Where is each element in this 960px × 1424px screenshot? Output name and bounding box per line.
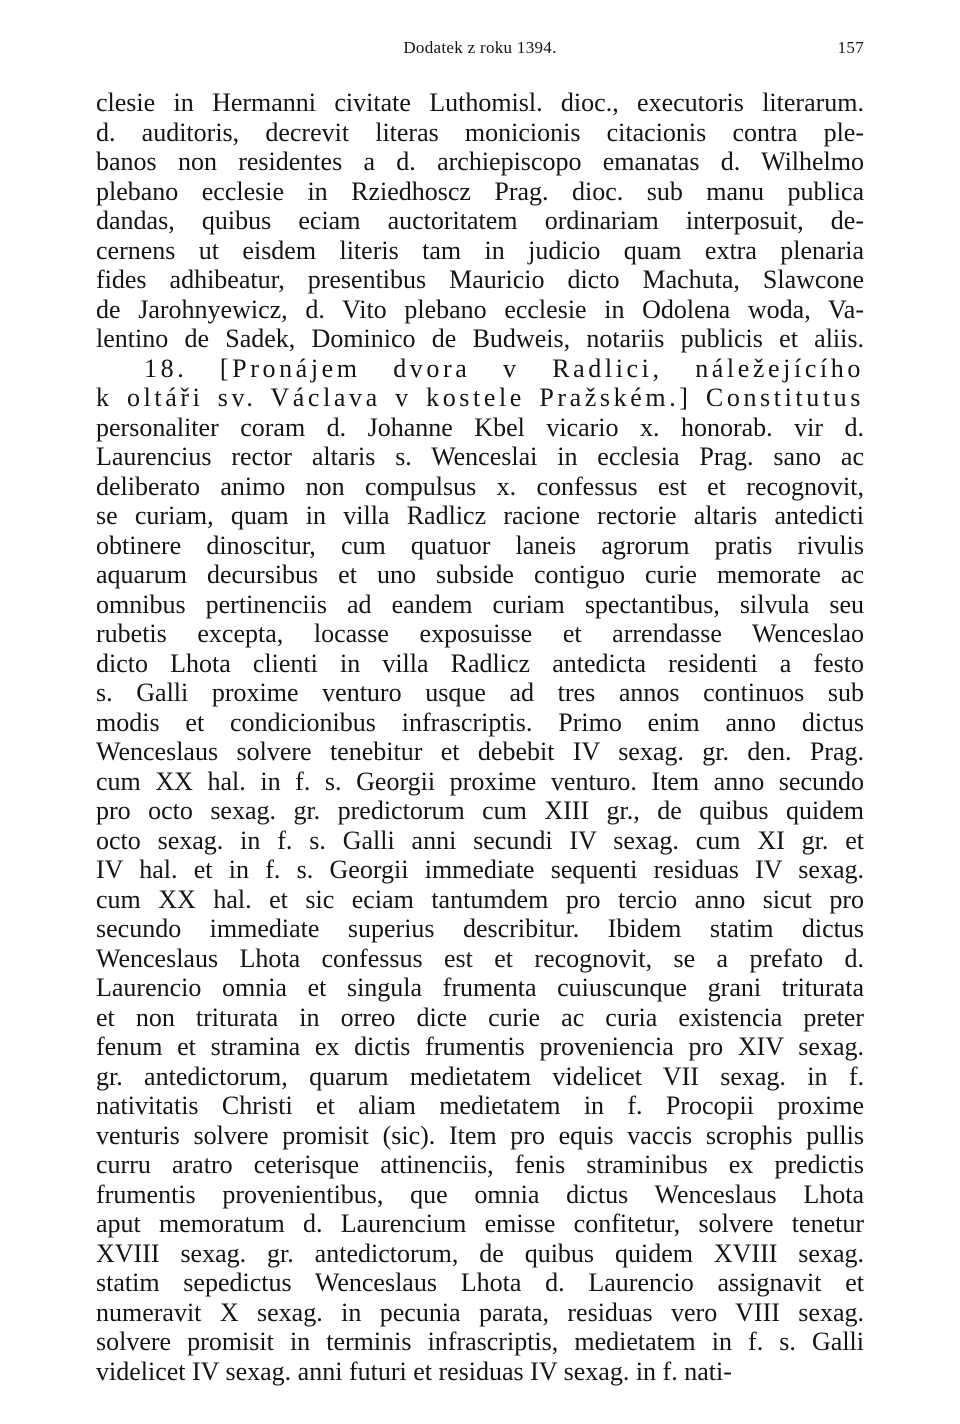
text-line: Laurencius rector altaris s. Wenceslai in ecclesia Prag. sano ac: [96, 442, 864, 471]
text-line: clesie in Hermanni civitate Luthomisl. dioc., executoris literarum.: [96, 88, 864, 117]
text-line: modis et condicionibus infrascriptis. Primo enim anno dictus: [96, 707, 864, 737]
text-line: rubetis excepta, locasse exposuisse et arrendasse Wenceslao: [96, 619, 864, 648]
text-line: gr. antedictorum, quarum medietatem videlicet VII sexag. in f.: [96, 1061, 864, 1091]
text-line: et non triturata in orreo dicte curie ac curia existencia preter: [96, 1002, 864, 1032]
text-line: se curiam, quam in villa Radlicz racione rectorie altaris antedicti: [96, 501, 864, 530]
text-line: s. Galli proxime venturo usque ad tres annos continuos sub: [96, 678, 864, 707]
text-line: plebano ecclesie in Rziedhoscz Prag. dioc. sub manu publica: [96, 176, 864, 206]
text-line: k oltáři sv. Václava v kostele Pražském.] Constitutus: [96, 383, 864, 412]
text-line: banos non residentes a d. archiepiscopo emanatas d. Wilhelmo: [96, 147, 864, 176]
text-line: cernens ut eisdem literis tam in judicio quam extra plenaria: [96, 235, 864, 265]
text-line: cum XX hal. in f. s. Georgii proxime venturo. Item anno secundo: [96, 766, 864, 796]
text-line: d. auditoris, decrevit literas monicionis citacionis contra ple-: [96, 117, 864, 147]
text-line: videlicet IV sexag. anni futuri et residuas IV sexag. in f. nati-: [96, 1356, 732, 1386]
text-line: frumentis provenientibus, que omnia dictus Wenceslaus Lhota: [96, 1179, 864, 1209]
text-line: deliberato animo non compulsus x. confessus est et recognovit,: [96, 471, 864, 501]
text-line: Wenceslaus solvere tenebitur et debebit IV sexag. gr. den. Prag.: [96, 737, 864, 766]
page-header: [96, 38, 864, 64]
page-number: 157: [837, 38, 864, 57]
text-line: de Jarohnyewicz, d. Vito plebano ecclesie in Odolena woda, Va-: [96, 294, 864, 324]
text-line: nativitatis Christi et aliam medietatem in f. Procopii proxime: [96, 1091, 864, 1120]
text-line: dicto Lhota clienti in villa Radlicz antedicta residenti a festo: [96, 648, 864, 678]
text-line: venturis solvere promisit (sic). Item pro equis vaccis scrophis pullis: [96, 1120, 864, 1150]
text-line: secundo immediate superius describitur. Ibidem statim dictus: [96, 914, 864, 943]
text-line: fenum et stramina ex dictis frumentis proveniencia pro XIV sexag.: [96, 1032, 864, 1061]
text-line: statim sepedictus Wenceslaus Lhota d. Laurencio assignavit et: [96, 1268, 864, 1297]
text-line: XVIII sexag. gr. antedictorum, de quibus quidem XVIII sexag.: [96, 1238, 864, 1268]
text-line: IV hal. et in f. s. Georgii immediate sequenti residuas IV sexag.: [96, 855, 864, 884]
text-line: aput memoratum d. Laurencium emisse confitetur, solvere tenetur: [96, 1209, 864, 1238]
text-line: personaliter coram d. Johanne Kbel vicario x. honorab. vir d.: [96, 412, 864, 442]
text-line: lentino de Sadek, Dominico de Budweis, notariis publicis et aliis.: [96, 324, 864, 353]
body-text: [96, 88, 864, 1386]
text-line: omnibus pertinenciis ad eandem curiam spectantibus, silvula seu: [96, 589, 864, 619]
text-line: Laurencio omnia et singula frumenta cuiuscunque grani triturata: [96, 973, 864, 1002]
text-line: aquarum decursibus et uno subside contiguo curie memorate ac: [96, 560, 864, 589]
text-line: obtinere dinoscitur, cum quatuor laneis agrorum pratis rivulis: [96, 530, 864, 560]
text-line: Wenceslaus Lhota confessus est et recognovit, se a prefato d.: [96, 943, 864, 973]
text-line: octo sexag. in f. s. Galli anni secundi IV sexag. cum XI gr. et: [96, 825, 864, 855]
text-line: cum XX hal. et sic eciam tantumdem pro tercio anno sicut pro: [96, 884, 864, 914]
text-line: fides adhibeatur, presentibus Mauricio dicto Machuta, Slawcone: [96, 265, 864, 294]
text-line: dandas, quibus eciam auctoritatem ordinariam interposuit, de-: [96, 206, 864, 235]
text-line: 18. [Pronájem dvora v Radlici, náležejícího: [144, 353, 864, 383]
text-line: numeravit X sexag. in pecunia parata, residuas vero VIII sexag.: [96, 1297, 864, 1327]
text-line: pro octo sexag. gr. predictorum cum XIII gr., de quibus quidem: [96, 796, 864, 825]
text-line: solvere promisit in terminis infrascriptis, medietatem in f. s. Galli: [96, 1327, 864, 1356]
running-title: Dodatek z roku 1394.: [403, 38, 557, 57]
text-line: curru aratro ceterisque attinenciis, fenis straminibus ex predictis: [96, 1150, 864, 1179]
